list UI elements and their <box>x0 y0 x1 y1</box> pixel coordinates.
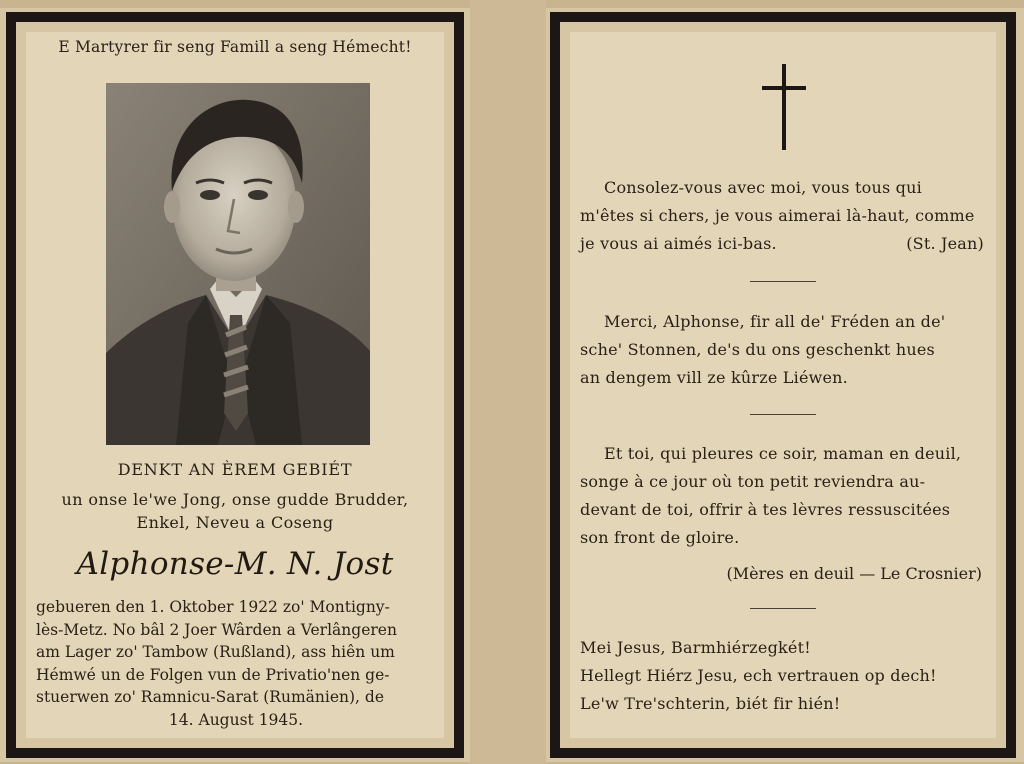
quote-line: m'êtes si chers, je vous aimerai là-haut, comme <box>580 206 975 225</box>
separator-rule <box>750 414 816 415</box>
quote-line: je vous ai aimés ici-bas. (St. Jean) <box>580 230 984 258</box>
prayer-line: Le'w Tre'schterin, biét fir hién! <box>580 694 841 713</box>
bio-line: Hémwé un de Folgen vun de Privatio'nen ge- <box>36 665 390 684</box>
bio-line: stuerwen zo' Ramnicu-Sarat (Rumänien), de <box>36 688 384 706</box>
prayer-line: Mei Jesus, Barmhiérzegkét! <box>580 638 811 657</box>
relation-line-2: Enkel, Neveu a Coseng <box>136 513 334 532</box>
prayer-line: Hellegt Hiérz Jesu, ech vertrauen op dech! <box>580 666 937 685</box>
bio-line: gebueren den 1. Oktober 1922 zo' Montigny- <box>36 598 390 616</box>
separator-rule <box>750 608 816 609</box>
portrait-photo <box>106 83 370 445</box>
bio-line: lès-Metz. No bâl 2 Joer Wârden a Verlângeren <box>36 620 397 639</box>
card-fold <box>470 0 546 764</box>
quote-le-crosnier <box>580 440 984 552</box>
relation-line-1: un onse le'we Jong, onse gudde Brudder, <box>61 490 409 509</box>
biography <box>36 596 436 731</box>
deceased-name: Alphonse-M. N. Jost <box>76 546 394 582</box>
quote-line: devant de toi, offrir à tes lèvres ressuscitées <box>580 500 951 519</box>
quote-line: songe à ce jour où ton petit reviendra au- <box>580 472 926 491</box>
quote-line: Consolez-vous avec moi, vous tous qui <box>604 178 922 197</box>
prayer-request-heading: DENKT AN ÈREM GEBIÉT <box>117 460 353 479</box>
quote-attribution: (St. Jean) <box>906 234 984 253</box>
quote-line: son front de gloire. <box>580 528 740 547</box>
quote-attribution: (Mères en deuil — Le Crosnier) <box>726 564 982 583</box>
bio-line: 14. August 1945. <box>168 710 304 729</box>
cross-icon <box>762 64 806 150</box>
headline: E Martyrer fir seng Famill a seng Hémecht! <box>58 38 412 56</box>
prayers <box>580 634 984 718</box>
portrait-image <box>106 83 370 445</box>
separator-rule <box>750 281 816 282</box>
quote-st-jean <box>580 174 984 258</box>
bio-line: am Lager zo' Tambow (Rußland), ass hiên um <box>36 643 395 661</box>
quote-line: Merci, Alphonse, fir all de' Fréden an de' <box>604 312 946 331</box>
quote-line: sche' Stonnen, de's du ons geschenkt hues <box>580 340 935 359</box>
quote-line: Et toi, qui pleures ce soir, maman en deuil, <box>604 444 962 463</box>
quote-line: an dengem vill ze kûrze Liéwen. <box>580 368 848 387</box>
thanks-paragraph <box>580 308 984 392</box>
